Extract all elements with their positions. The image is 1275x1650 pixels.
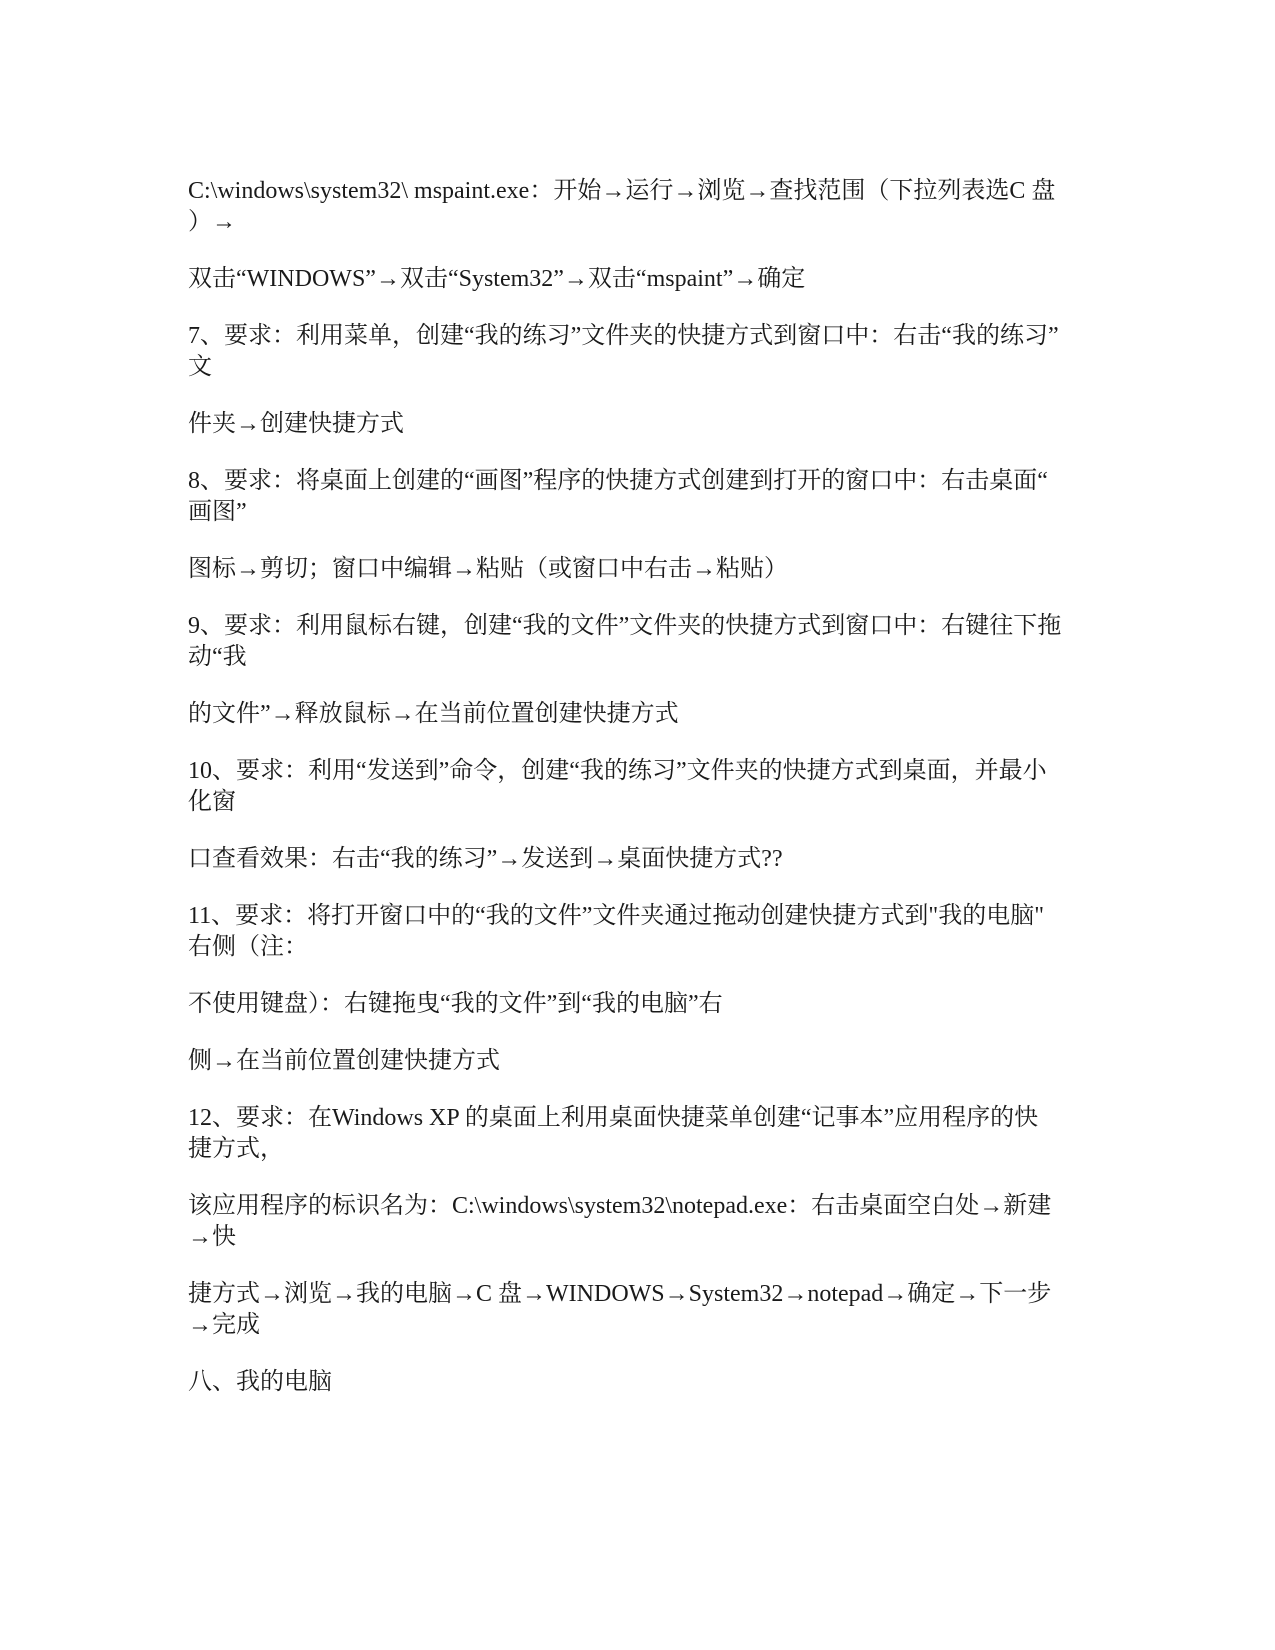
text-line: 8、要求：将桌面上创建的“画图”程序的快捷方式创建到打开的窗口中：右击桌面“	[188, 468, 1048, 494]
text-line: 画图”	[188, 499, 247, 525]
text-line: →完成	[188, 1312, 260, 1338]
text-line: 11、要求：将打开窗口中的“我的文件”文件夹通过拖动创建快捷方式到"我的电脑"	[188, 903, 1045, 929]
paragraph-item-12-steps	[188, 1279, 1098, 1341]
text-line: 10、要求：利用“发送到”命令，创建“我的练习”文件夹的快捷方式到桌面，并最小	[188, 758, 1047, 784]
paragraph-item-9	[188, 611, 1098, 673]
paragraph-item-11-cont	[188, 989, 1098, 1020]
document-page	[188, 176, 1098, 1424]
paragraph-item-8	[188, 466, 1098, 528]
text-line: 右侧（注：	[188, 934, 308, 960]
text-line: 化窗	[188, 789, 236, 815]
text-line: 侧→在当前位置创建快捷方式	[188, 1048, 500, 1074]
paragraph-item-11-end	[188, 1046, 1098, 1077]
text-line: 文	[188, 354, 212, 380]
paragraph-item-11	[188, 901, 1098, 963]
text-line: 不使用键盘）：右键拖曳“我的文件”到“我的电脑”右	[188, 991, 723, 1017]
text-line: →快	[188, 1224, 236, 1250]
paragraph-mspaint-path	[188, 176, 1098, 238]
text-line: 捷方式，	[188, 1136, 284, 1162]
text-line: 捷方式→浏览→我的电脑→C 盘→WINDOWS→System32→notepad→确定→下一步	[188, 1281, 1052, 1307]
paragraph-item-12-cont	[188, 1191, 1098, 1253]
text-line: 的文件”→释放鼠标→在当前位置创建快捷方式	[188, 701, 679, 727]
text-line: C:\windows\system32\ mspaint.exe：开始→运行→浏览→查找范围（下拉列表选C 盘	[188, 178, 1056, 204]
paragraph-item-10	[188, 756, 1098, 818]
text-line: 口查看效果：右击“我的练习”→发送到→桌面快捷方式??	[188, 846, 783, 872]
section-heading	[188, 1367, 1098, 1398]
paragraph-mspaint-steps	[188, 264, 1098, 295]
paragraph-item-10-cont	[188, 844, 1098, 875]
paragraph-item-12	[188, 1103, 1098, 1165]
paragraph-item-9-cont	[188, 699, 1098, 730]
text-line: 9、要求：利用鼠标右键，创建“我的文件”文件夹的快捷方式到窗口中：右键往下拖	[188, 613, 1062, 639]
paragraph-item-7	[188, 321, 1098, 383]
paragraph-item-7-cont	[188, 409, 1098, 440]
text-line: 图标→剪切；窗口中编辑→粘贴（或窗口中右击→粘贴）	[188, 556, 788, 582]
text-line: 12、要求：在Windows XP 的桌面上利用桌面快捷菜单创建“记事本”应用程序的快	[188, 1105, 1039, 1131]
text-line: 件夹→创建快捷方式	[188, 411, 404, 437]
text-line: 动“我	[188, 644, 247, 670]
text-line: 该应用程序的标识名为：C:\windows\system32\notepad.exe：右击桌面空白处→新建	[188, 1193, 1052, 1219]
text-line: 7、要求：利用菜单，创建“我的练习”文件夹的快捷方式到窗口中：右击“我的练习”	[188, 323, 1059, 349]
text-line: ）→	[188, 209, 236, 235]
text-line: 双击“WINDOWS”→双击“System32”→双击“mspaint”→确定	[188, 266, 806, 292]
paragraph-item-8-cont	[188, 554, 1098, 585]
text-line: 八、我的电脑	[188, 1369, 332, 1395]
